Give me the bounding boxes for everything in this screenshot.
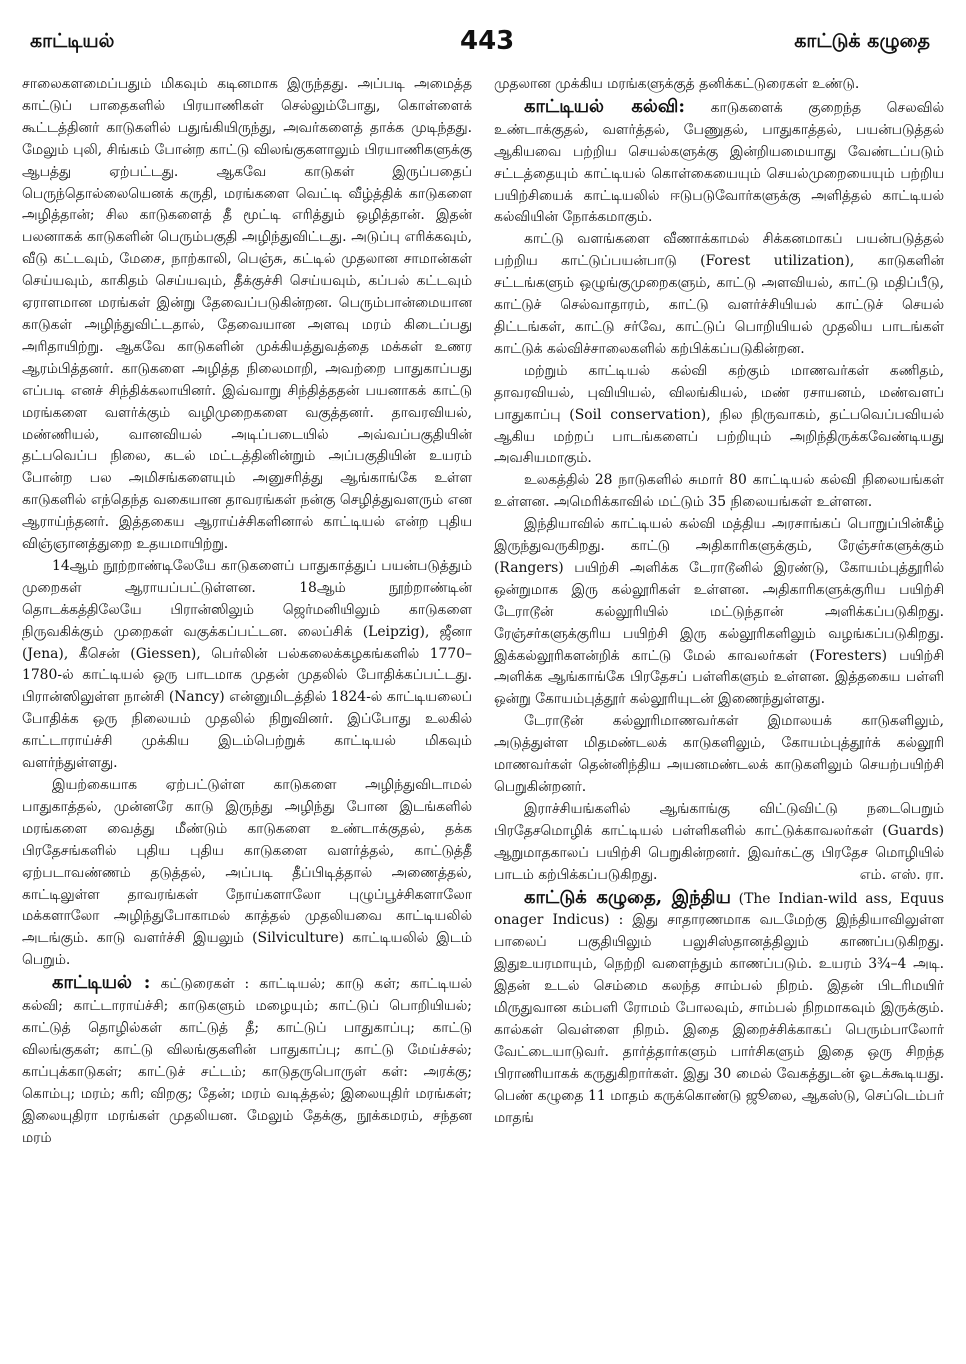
running-head-left: காட்டியல்	[30, 30, 115, 52]
right-paragraph-9	[494, 887, 944, 1130]
left-paragraph-2: 14ஆம் நூற்றாண்டிலேயே காடுகளைப் பாதுகாத்துப் பயன்படுத்தும் முறைகள் ஆராயப்பட்டுள்ளன. 18ஆம் நூற்றாண்டின் தொடக்கத்திலேயே பிரான்ஸிலும் ஜெர்மனியிலும் காடுகளை நிருவகிக்கும் முறைகள் வகுக்கப்பட்டன. லைப்சிக் (Leipzig), ஜீனா (Jena), கீசென் (Giessen), பெர்லின் பல்கலைக்கழகங்களில் 1770–1780-ல் காட்டியல் ஒரு பாடமாக முதன் முதலில் போதிக்கப்பட்டது. பிரான்ஸிலுள்ள நான்சி (Nancy) என்னுமிடத்தில் 1824-ல் காட்டியலைப் போதிக்க ஒரு நிலையம் முதலில் நிறுவினர். இப்போது உலகில் காட்டாராய்ச்சி முக்கிய இடம்பெற்றுக் காட்டியல் மிகவும் வளர்ந்துள்ளது.	[22, 557, 472, 772]
article-index-heading: காட்டியல் :	[52, 972, 151, 994]
right-paragraph-3: காட்டு வளங்களை வீணாக்காமல் சிக்கனமாகப் பயன்படுத்தல் பற்றிய காட்டுப்பயன்பாடு (Forest utilization), காடுகளின் சட்டங்களும் ஒழுங்குமுறைகளும், காட்டு அளவியல், காட்டு மதிப்பீடு, காட்டுச் செல்வாதாரம், காட்டு வளர்ச்சியியல் காட்டுச் செயல் திட்டங்கள், காட்டு சர்வே, காட்டுப் பொறியியல் முதலிய பாடங்கள் காட்டுக் கல்விச்சாலைகளில் கற்பிக்கப்படுகின்றன.	[494, 231, 944, 357]
right-paragraph-1: முதலான முக்கிய மரங்களுக்குத் தனிக்கட்டுரைகள் உண்டு.	[494, 76, 860, 92]
wild-ass-text: இது சாதாரணமாக வடமேற்கு இந்தியாவிலுள்ள பாலைப் பகுதியிலும் பலுசிஸ்தானத்திலும் காணப்படுகிறது. இதுஉயரமாயும், நெற்றி வளைந்தும் காணப்படும். உயரம் 3¾–4 அடி. இதன் உடல் செம்மை கலந்த சாம்பல் நிறம். இதன் பிடரிமயிர் மிருதுவான கம்பளி ரோமம் போலவும், சாம்பல் நிறமாகவும் இருக்கும். கால்கள் வெள்ளை நிறம். இதை இறைச்சிக்காகப் பெரும்பாலோர் வேட்டையாடுவர். தார்த்தார்களும் பார்சிகளும் இதை ஒரு சிறந்த பிராணியாகக் கருதுகிறார்கள். இது 30 மைல் வேகத்துடன் ஓடக்கூடியது. பெண் கழுதை 11 மாதம் கருக்கொண்டு ஜூலை, ஆகஸ்டு, செப்டெம்பர் மாதங்	[494, 912, 944, 1126]
left-column	[22, 74, 472, 1358]
right-paragraph-5: உலகத்தில் 28 நாடுகளில் சுமார் 80 காட்டியல் கல்வி நிலையங்கள் உள்ளன. அமெரிக்காவில் மட்டும் 35 நிலையங்கள் உள்ளன.	[494, 472, 944, 511]
wild-ass-latin-name: (The Indian-wild ass, Equus onager Indicus) :	[494, 890, 944, 929]
forestry-education-text: காடுகளைக் குறைந்த செலவில் உண்டாக்குதல், வளர்த்தல், பேணுதல், பாதுகாத்தல், பயன்படுத்தல் ஆகியவை பற்றிய செயல்களுக்கு இன்றியமையாது வேண்டப்படும் சட்டத்தையும் காட்டியல் கொள்கையையும் செயல்முறையையும் பற்றிய பயிற்சியைக் காட்டியலில் ஈடுபடுவோர்களுக்கு அளித்தல் காட்டியல் கல்வியின் நோக்கமாகும்.	[494, 99, 944, 226]
right-paragraph-2	[494, 96, 944, 229]
forestry-education-heading: காட்டியல் கல்வி:	[524, 95, 685, 117]
right-paragraph-8	[494, 799, 944, 887]
left-paragraph-1: சாலைகளமைப்பதும் மிகவும் கடினமாக இருந்தது. அப்படி அமைத்த காட்டுப் பாதைகளில் பிரயாணிகள் செல்லும்போது, கொள்ளைக் கூட்டத்தினர் காடுகளில் பதுங்கியிருந்து, அவர்களைத் தாக்க முடிந்தது. மேலும் புலி, சிங்கம் போன்ற காட்டு விலங்குகளாலும் பிரயாணிகளுக்கு ஆபத்து ஏற்பட்டது. ஆகவே காடுகள் இருப்பதைப் பெருந்தொல்லையெனக் கருதி, மரங்களை வெட்டி வீழ்த்திக் காடுகளை அழித்தான்; சில காடுகளைத் தீ மூட்டி எரித்தும் ஒழித்தான். இதன் பலனாகக் காடுகளின் பெரும்பகுதி அழிந்துவிட்டது. அடுப்பு எரிக்கவும், வீடு கட்டவும், மேசை, நாற்காலி, பெஞ்சு, கட்டில் முதலான சாமான்கள் செய்யவும், காகிதம் செய்யவும், தீக்குச்சி செய்யவும், கப்பல் கட்டவும் ஏராளமான மரங்கள் இன்று தேவைப்படுகின்றன. பெரும்பான்மையான காடுகள் அழிந்துவிட்டதால், தேவையான அளவு மரம் கிடைப்பது அரிதாயிற்று. ஆகவே காடுகளின் முக்கியத்துவத்தை மக்கள் உணர ஆரம்பித்தனர். காடுகளை அழித்த நிலைமாறி, அவற்றை பாதுகாப்பது எப்படி எனச் சிந்திக்கலாயினர். இவ்வாறு சிந்தித்ததன் பயனாகக் காட்டு மரங்களை வளர்க்கும் வழிமுறைகளை வகுத்தனர். தாவரவியல், மண்ணியல், வானவியல் அடிப்படையில் அவ்வப்பகுதியின் தட்பவெப்ப நிலை, கடல் மட்டத்தினின்றும் அப்பகுதியின் உயரம் போன்ற பல அமிசங்களையும் அனுசரித்து ஆங்காங்கே உள்ள காடுகளில் எந்தெந்த வகையான தாவரங்கள் நன்கு செழித்துவளரும் என ஆராய்ந்தனர். இத்தகைய ஆராய்ச்சிகளினால் காட்டியல் என்ற புதிய விஞ்ஞானத்துறை உதயமாயிற்று.	[22, 76, 472, 553]
page-number: 443	[460, 26, 515, 56]
right-paragraph-4: மற்றும் காட்டியல் கல்வி கற்கும் மாணவர்கள் கணிதம், தாவரவியல், புவியியல், விலங்கியல், மண் ரசாயனம், மண்வளப் பாதுகாப்பு (Soil conservation), நில நிருவாகம், தட்பவெப்பவியல் ஆகிய மற்றப் பாடங்களைப் பற்றியும் அறிந்திருக்கவேண்டியது அவசியமாகும்.	[494, 362, 944, 467]
left-paragraph-3: இயற்கையாக ஏற்பட்டுள்ள காடுகளை அழிந்துவிடாமல் பாதுகாத்தல், முன்னரே காடு இருந்து அழிந்து போன இடங்களில் மரங்களை வைத்து மீண்டும் காடுகளை உண்டாக்குதல், தக்க பிரதேசங்களில் புதிய புதிய காடுகளை வளர்த்தல், காட்டுத்தீ ஏற்படாவண்ணம் தடுத்தல், அப்படி தீப்பிடித்தால் அணைத்தல், காட்டிலுள்ள தாவரங்கள் நோய்களாலோ புழுப்பூச்சிகளாலோ மக்களாலோ அழிந்துபோகாமல் காத்தல் முதலியவை காட்டியலில் அடங்கும். காடு வளர்ச்சி இயலும் (Silviculture) காட்டியலில் இடம் பெறும்.	[22, 777, 472, 969]
wild-ass-heading: காட்டுக் கழுதை, இந்திய	[524, 886, 731, 908]
page-header	[0, 0, 966, 70]
author-signature: எம். எஸ். ரா.	[859, 866, 944, 883]
right-paragraph-8-text: இராச்சியங்களில் ஆங்காங்கு விட்டுவிட்டு நடைபெறும் பிரதேசமொழிக் காட்டியல் பள்ளிகளில் காட்டுக்காவலர்கள் (Guards) ஆறுமாதகாலப் பயிற்சி பெறுகின்றனர். இவர்கட்கு பிரதேச மொழியில் பாடம் கற்பிக்கப்படுகிறது.	[494, 800, 944, 883]
right-column	[494, 74, 944, 1358]
right-paragraph-6: இந்தியாவில் காட்டியல் கல்வி மத்திய அரசாங்கப் பொறுப்பின்கீழ் இருந்துவருகிறது. காட்டு அதிகாரிகளுக்கும், ரேஞ்சர்களுக்கும் (Rangers) பயிற்சி அளிக்க டேராடூனில் இரண்டு, கோயம்புத்தூரில் ஒன்றுமாக இரு கல்லூரிகள் உள்ளன. அதிகாரிகளுக்குரிய பயிற்சி டேராடூன் கல்லூரியில் மட்டுந்தான் அளிக்கப்படுகிறது. ரேஞ்சர்களுக்குரிய பயிற்சி இரு கல்லூரிகளிலும் வழங்கப்படுகிறது. இக்கல்லூரிகளன்றிக் காட்டு மேல் காவலர்கள் (Foresters) பயிற்சி அளிக்க ஆங்காங்கே பிரதேசப் பள்ளிகளும் உள்ளன. இத்தகைய பள்ளி ஒன்று கோயம்புத்தூர் கல்லூரியுடன் இணைந்துள்ளது.	[494, 516, 944, 708]
left-paragraph-4	[22, 972, 472, 1149]
running-head-right: காட்டுக் கழுதை	[794, 30, 930, 52]
right-paragraph-7: டேராடூன் கல்லூரிமாணவர்கள் இமாலயக் காடுகளிலும், அடுத்துள்ள மிதமண்டலக் காடுகளிலும், கோயம்புத்தூர்க் கல்லூரி மாணவர்கள் தென்னிந்திய அயனமண்டலக் காடுகளிலும் செயற்பயிற்சி பெறுகின்றனர்.	[494, 713, 944, 795]
article-index-text: கட்டுரைகள் : காட்டியல்; காடு கள்; காட்டியல் கல்வி; காட்டாராய்ச்சி; காடுகளும் மழையும்; காட்டுப் பொறியியல்; காட்டுத் தொழில்கள் காட்டுத் தீ; காட்டுப் பாதுகாப்பு; காட்டு விலங்குகள்; காட்டு விலங்குகளின் பாதுகாப்பு; காட்டு மேய்ச்சல்; காப்புக்காடுகள்; காட்டுச் சட்டம்; காடுதருபொருள் கள்: அரக்கு; கொம்பு; மரம்; கரி; விறகு; தேன்; மரம் வடித்தல்; இலையுதிர் மரங்கள்; இலையுதிரா மரங்கள் முதலியன. மேலும் தேக்கு, நூக்கமரம், சந்தன மரம்	[22, 976, 472, 1146]
